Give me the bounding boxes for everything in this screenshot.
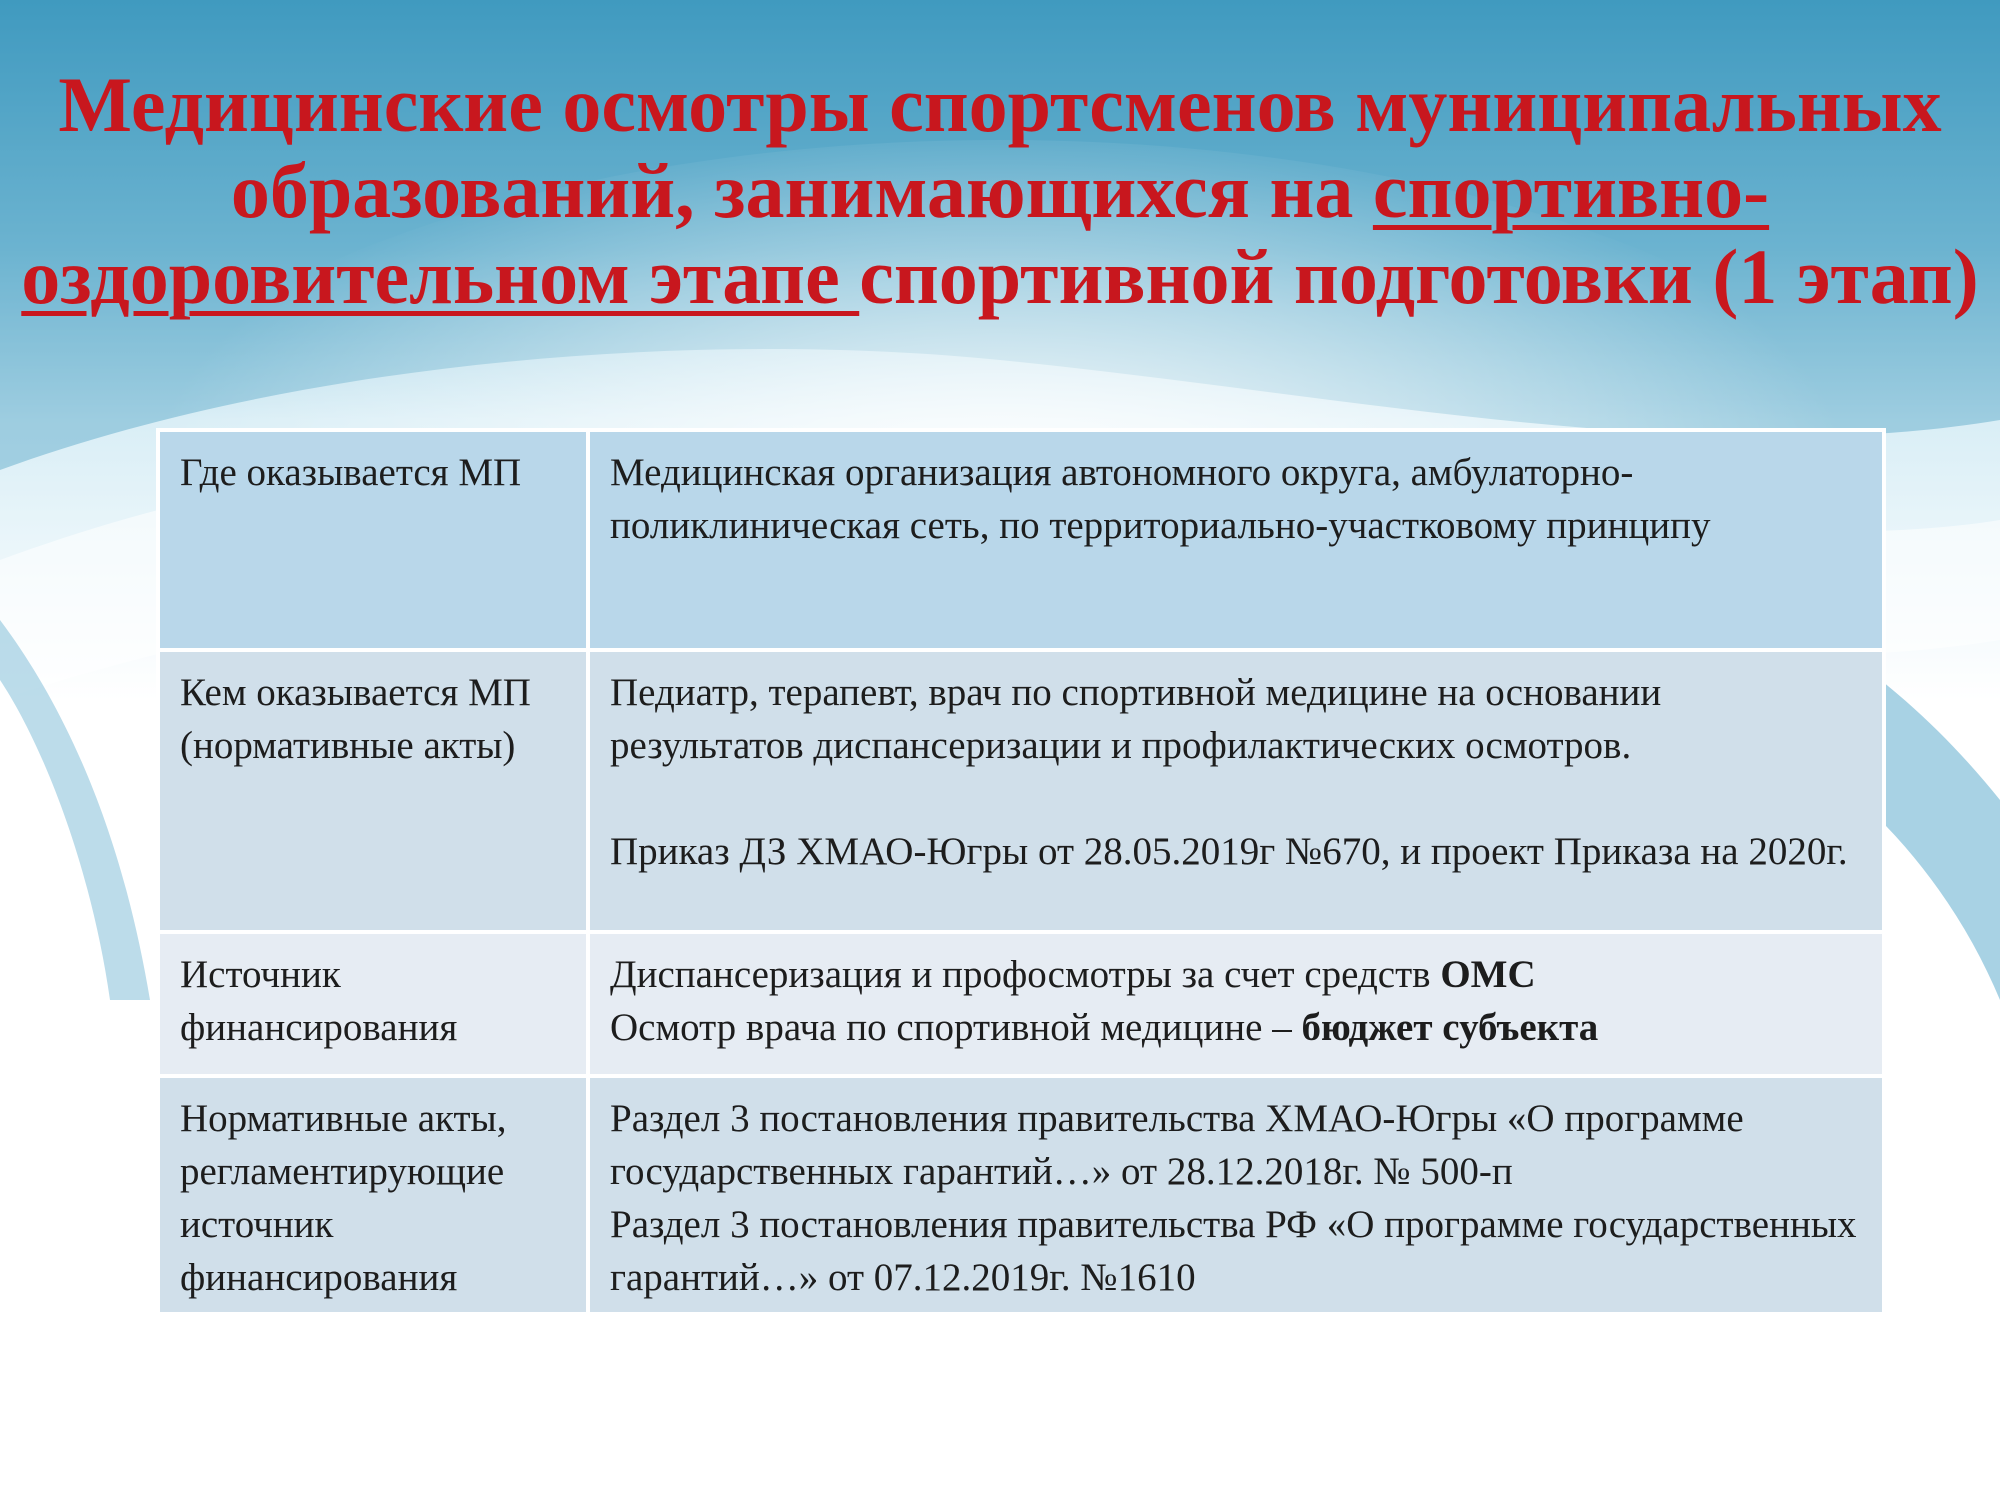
table-row (158, 932, 1884, 1076)
row-content-text: Педиатр, терапевт, врач по спортивной медицине на основании результатов диспансеризации и профилактических осмотров. (610, 671, 1662, 767)
info-table (156, 428, 1886, 1316)
title-underlined: спортивно-оздоровительном этапе (21, 147, 1770, 320)
row-content-text: Раздел 3 постановления правительства ХМАО-Югры «О программе государственных гарантий…» от 28.12.2018г. № 500-п (610, 1097, 1744, 1193)
page-title (0, 62, 2000, 320)
financing-line-1 (610, 948, 1862, 1001)
row-label: Кем оказывается МП (нормативные акты) (158, 650, 588, 932)
row-content-text-2: Раздел 3 постановления правительства РФ «О программе государственных гарантий…» от 07.12.2019г. №1610 (610, 1203, 1857, 1299)
financing-line-1-text: Диспансеризация и профосмотры за счет средств (610, 953, 1441, 996)
row-content: Медицинская организация автономного округа, амбулаторно-поликлиническая сеть, по территориально-участковому принципу (588, 430, 1884, 650)
spacer (610, 772, 1862, 825)
financing-line-1-bold: ОМС (1440, 953, 1536, 996)
row-content (588, 932, 1884, 1076)
row-content (588, 650, 1884, 932)
financing-line-2-text: Осмотр врача по спортивной медицине – (610, 1006, 1302, 1049)
row-content (588, 1076, 1884, 1314)
financing-line-2 (610, 1001, 1862, 1054)
table-row (158, 1076, 1884, 1314)
financing-line-2-bold: бюджет субъекта (1301, 1006, 1599, 1049)
row-label: Источник финансирования (158, 932, 588, 1076)
title-part2: спортивной подготовки (1 этап) (859, 233, 1979, 320)
table-row (158, 650, 1884, 932)
table-row (158, 430, 1884, 650)
title-part1: Медицинские осмотры спортсменов муниципальных образований, занимающихся на (58, 61, 1942, 234)
row-content-text-2: Приказ ДЗ ХМАО-Югры от 28.05.2019г №670, и проект Приказа на 2020г. (610, 830, 1848, 873)
row-label: Нормативные акты, регламентирующие источник финансирования (158, 1076, 588, 1314)
row-label: Где оказывается МП (158, 430, 588, 650)
